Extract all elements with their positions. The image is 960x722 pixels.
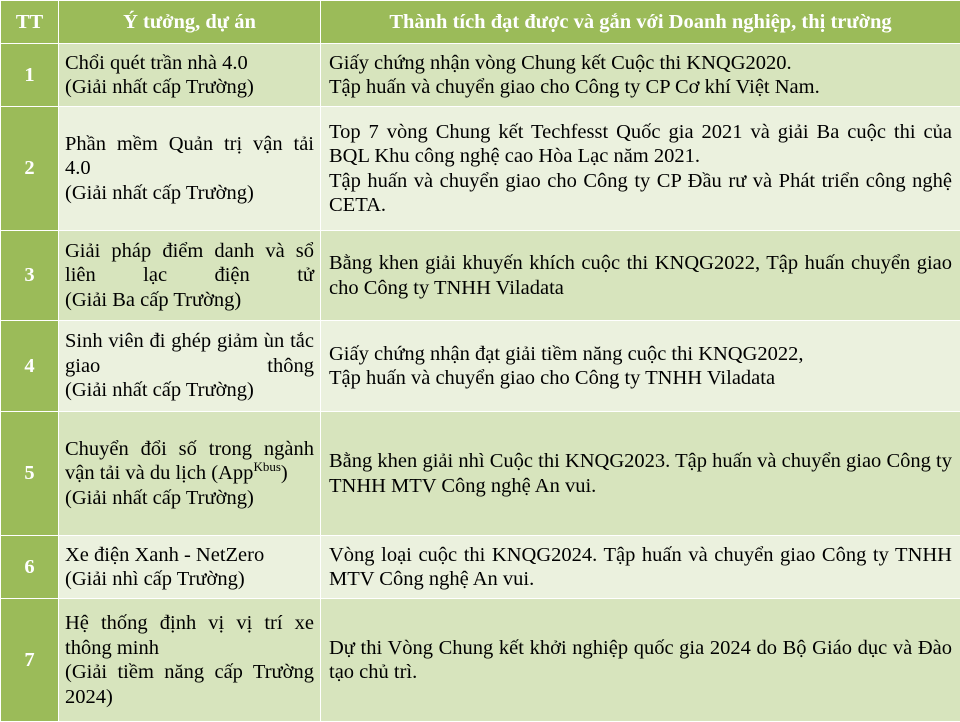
achievement-text: Vòng loại cuộc thi KNQG2024. Tập huấn và chuyển giao Công ty TNHH MTV Công nghệ An vui.	[329, 543, 952, 592]
table-row	[1, 599, 960, 722]
idea-award: (Giải tiềm năng cấp Trường 2024)	[65, 660, 314, 709]
idea-cell	[59, 536, 321, 599]
achievement-text: Bằng khen giải khuyến khích cuộc thi KNQG2022, Tập huấn chuyển giao cho Công ty TNHH Viladata	[329, 251, 952, 300]
achievement-text: Tập huấn và chuyển giao cho Công ty TNHH Viladata	[329, 366, 952, 391]
achievement-text: Giấy chứng nhận vòng Chung kết Cuộc thi KNQG2020.	[329, 51, 952, 76]
table-row	[1, 107, 960, 231]
row-number: 3	[1, 231, 59, 321]
idea-text: Phần mềm Quản trị vận tải 4.0	[65, 132, 314, 181]
table-row	[1, 44, 960, 107]
row-number: 6	[1, 536, 59, 599]
row-number: 5	[1, 412, 59, 536]
idea-cell	[59, 412, 321, 536]
table-row	[1, 231, 960, 321]
idea-cell	[59, 44, 321, 107]
idea-text: Chổi quét trần nhà 4.0	[65, 51, 314, 76]
achievement-cell	[321, 321, 960, 412]
idea-text: Sinh viên đi ghép giảm ùn tắc giao thông	[65, 329, 314, 378]
achievement-text: Giấy chứng nhận đạt giải tiềm năng cuộc thi KNQG2022,	[329, 342, 952, 367]
idea-text-close: )	[281, 462, 288, 484]
idea-award: (Giải nhất cấp Trường)	[65, 75, 314, 100]
row-number: 1	[1, 44, 59, 107]
achievement-cell	[321, 599, 960, 722]
table-row	[1, 321, 960, 412]
idea-text: Hệ thống định vị vị trí xe thông minh	[65, 611, 314, 660]
idea-award: (Giải Ba cấp Trường)	[65, 288, 314, 313]
table-header-row	[1, 1, 960, 44]
idea-award: (Giải nhất cấp Trường)	[65, 486, 314, 511]
idea-cell	[59, 599, 321, 722]
achievement-cell	[321, 231, 960, 321]
achievement-text: Dự thi Vòng Chung kết khởi nghiệp quốc gia 2024 do Bộ Giáo dục và Đào tạo chủ trì.	[329, 636, 952, 685]
idea-text: Xe điện Xanh - NetZero	[65, 543, 314, 568]
achievement-text: Tập huấn và chuyển giao cho Công ty CP Cơ khí Việt Nam.	[329, 75, 952, 100]
idea-text-main: Chuyển đổi số trong ngành vận tải và du lịch (App	[65, 438, 314, 485]
row-number: 4	[1, 321, 59, 412]
header-achievement: Thành tích đạt được và gắn với Doanh nghiệp, thị trường	[321, 1, 960, 44]
idea-cell	[59, 107, 321, 231]
table-row	[1, 412, 960, 536]
achievement-cell	[321, 536, 960, 599]
achievement-cell	[321, 44, 960, 107]
achievement-text: Tập huấn và chuyển giao cho Công ty CP Đầu rư và Phát triển công nghệ CETA.	[329, 169, 952, 218]
header-idea: Ý tưởng, dự án	[59, 1, 321, 44]
table-row	[1, 536, 960, 599]
idea-award: (Giải nhất cấp Trường)	[65, 181, 314, 206]
achievement-cell	[321, 107, 960, 231]
achievement-text: Bằng khen giải nhì Cuộc thi KNQG2023. Tập huấn và chuyển giao Công ty TNHH MTV Công nghệ An vui.	[329, 449, 952, 498]
header-tt: TT	[1, 1, 59, 44]
idea-award: (Giải nhì cấp Trường)	[65, 567, 314, 592]
row-number: 7	[1, 599, 59, 722]
idea-cell	[59, 321, 321, 412]
app-superscript: Kbus	[253, 459, 280, 474]
idea-cell	[59, 231, 321, 321]
idea-text: Giải pháp điểm danh và sổ liên lạc điện tử	[65, 239, 314, 288]
row-number: 2	[1, 107, 59, 231]
idea-award: (Giải nhất cấp Trường)	[65, 378, 314, 403]
achievement-cell	[321, 412, 960, 536]
achievement-text: Top 7 vòng Chung kết Techfesst Quốc gia 2021 và giải Ba cuộc thi của BQL Khu công nghệ cao Hòa Lạc năm 2021.	[329, 120, 952, 169]
idea-text	[65, 437, 314, 486]
